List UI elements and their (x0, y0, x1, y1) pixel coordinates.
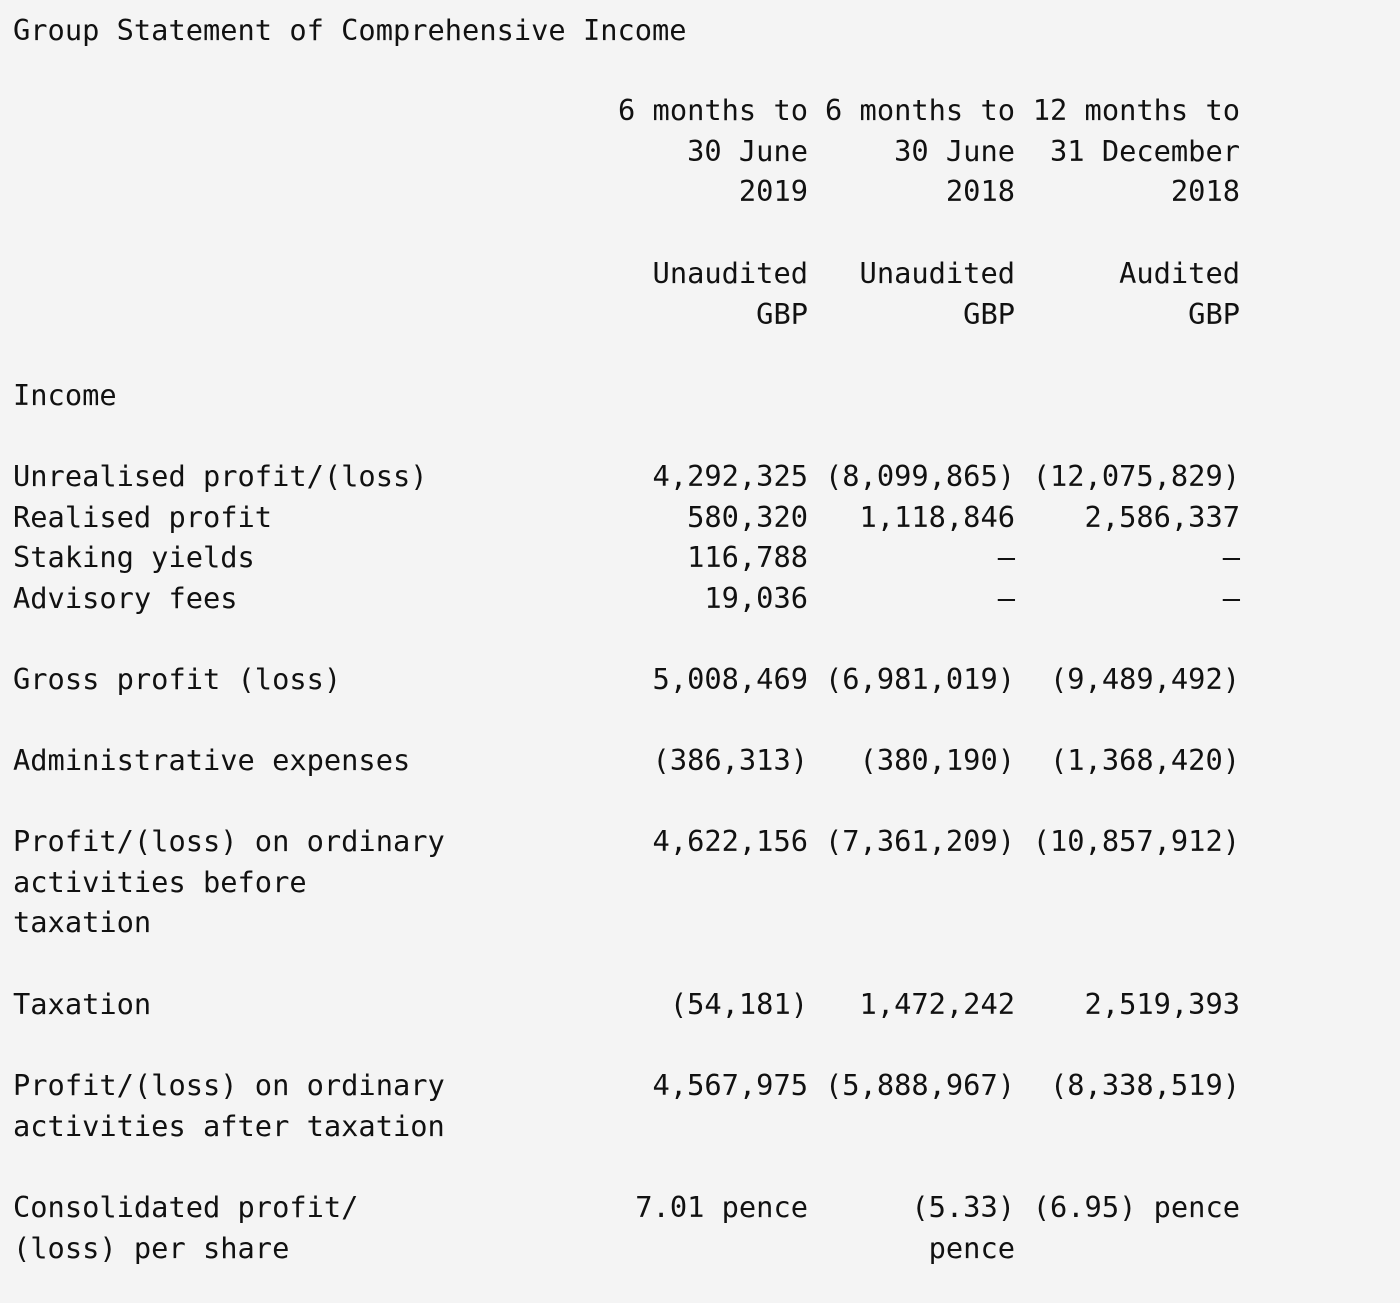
value-h1-2018: – (997, 540, 1015, 574)
value-h1-2018: 1,118,846 (859, 500, 1015, 534)
column-1-period: 6 months to 30 June 2019 (618, 93, 808, 209)
value-h1-2018: (5,888,967) (825, 1068, 1015, 1102)
column-3-status: Audited (1119, 256, 1240, 290)
value-h1-2018: 1,472,242 (859, 987, 1015, 1021)
row-label: Consolidated profit/ (loss) per share (13, 1190, 359, 1265)
value-h1-2018: (8,099,865) (825, 459, 1015, 493)
value-fy-2018: (9,489,492) (1050, 662, 1240, 696)
value-fy-2018: (12,075,829) (1032, 459, 1240, 493)
row-label: Administrative expenses (13, 743, 411, 777)
row-label: Profit/(loss) on ordinary activities after taxation (13, 1068, 445, 1143)
row-label: Profit/(loss) on ordinary activities before taxation (13, 824, 445, 940)
value-fy-2018: (10,857,912) (1032, 824, 1240, 858)
value-h1-2019: 19,036 (704, 581, 808, 615)
column-3-currency: GBP (1188, 297, 1240, 331)
value-h1-2019: 4,292,325 (652, 459, 808, 493)
value-h1-2019: 4,622,156 (652, 824, 808, 858)
value-h1-2018: (5.33) pence (911, 1190, 1015, 1265)
column-3-period: 12 months to 31 December 2018 (1032, 93, 1240, 209)
value-fy-2018: 2,586,337 (1084, 500, 1240, 534)
value-h1-2019: 5,008,469 (652, 662, 808, 696)
value-fy-2018: (6.95) pence (1032, 1190, 1240, 1224)
value-h1-2019: (386,313) (652, 743, 808, 777)
document-title: Group Statement of Comprehensive Income (13, 13, 687, 47)
row-label: Realised profit (13, 500, 273, 534)
column-1-status: Unaudited (652, 256, 808, 290)
value-fy-2018: 2,519,393 (1084, 987, 1240, 1021)
value-h1-2018: – (997, 581, 1015, 615)
value-h1-2019: 580,320 (687, 500, 808, 534)
value-h1-2018: (7,361,209) (825, 824, 1015, 858)
column-2-status: Unaudited (859, 256, 1015, 290)
value-h1-2019: 116,788 (687, 540, 808, 574)
value-h1-2018: (380,190) (859, 743, 1015, 777)
column-1-currency: GBP (756, 297, 808, 331)
value-fy-2018: – (1222, 540, 1240, 574)
value-h1-2019: 7.01 pence (635, 1190, 808, 1224)
value-fy-2018: (1,368,420) (1050, 743, 1240, 777)
row-label: Advisory fees (13, 581, 238, 615)
section-income-label: Income (13, 378, 117, 412)
row-label: Taxation (13, 987, 152, 1021)
column-2-period: 6 months to 30 June 2018 (825, 93, 1015, 209)
value-h1-2018: (6,981,019) (825, 662, 1015, 696)
value-h1-2019: (54,181) (669, 987, 808, 1021)
column-2-currency: GBP (963, 297, 1015, 331)
row-label: Unrealised profit/(loss) (13, 459, 428, 493)
value-fy-2018: (8,338,519) (1050, 1068, 1240, 1102)
row-label: Gross profit (loss) (13, 662, 342, 696)
value-h1-2019: 4,567,975 (652, 1068, 808, 1102)
row-label: Staking yields (13, 540, 255, 574)
value-fy-2018: – (1222, 581, 1240, 615)
